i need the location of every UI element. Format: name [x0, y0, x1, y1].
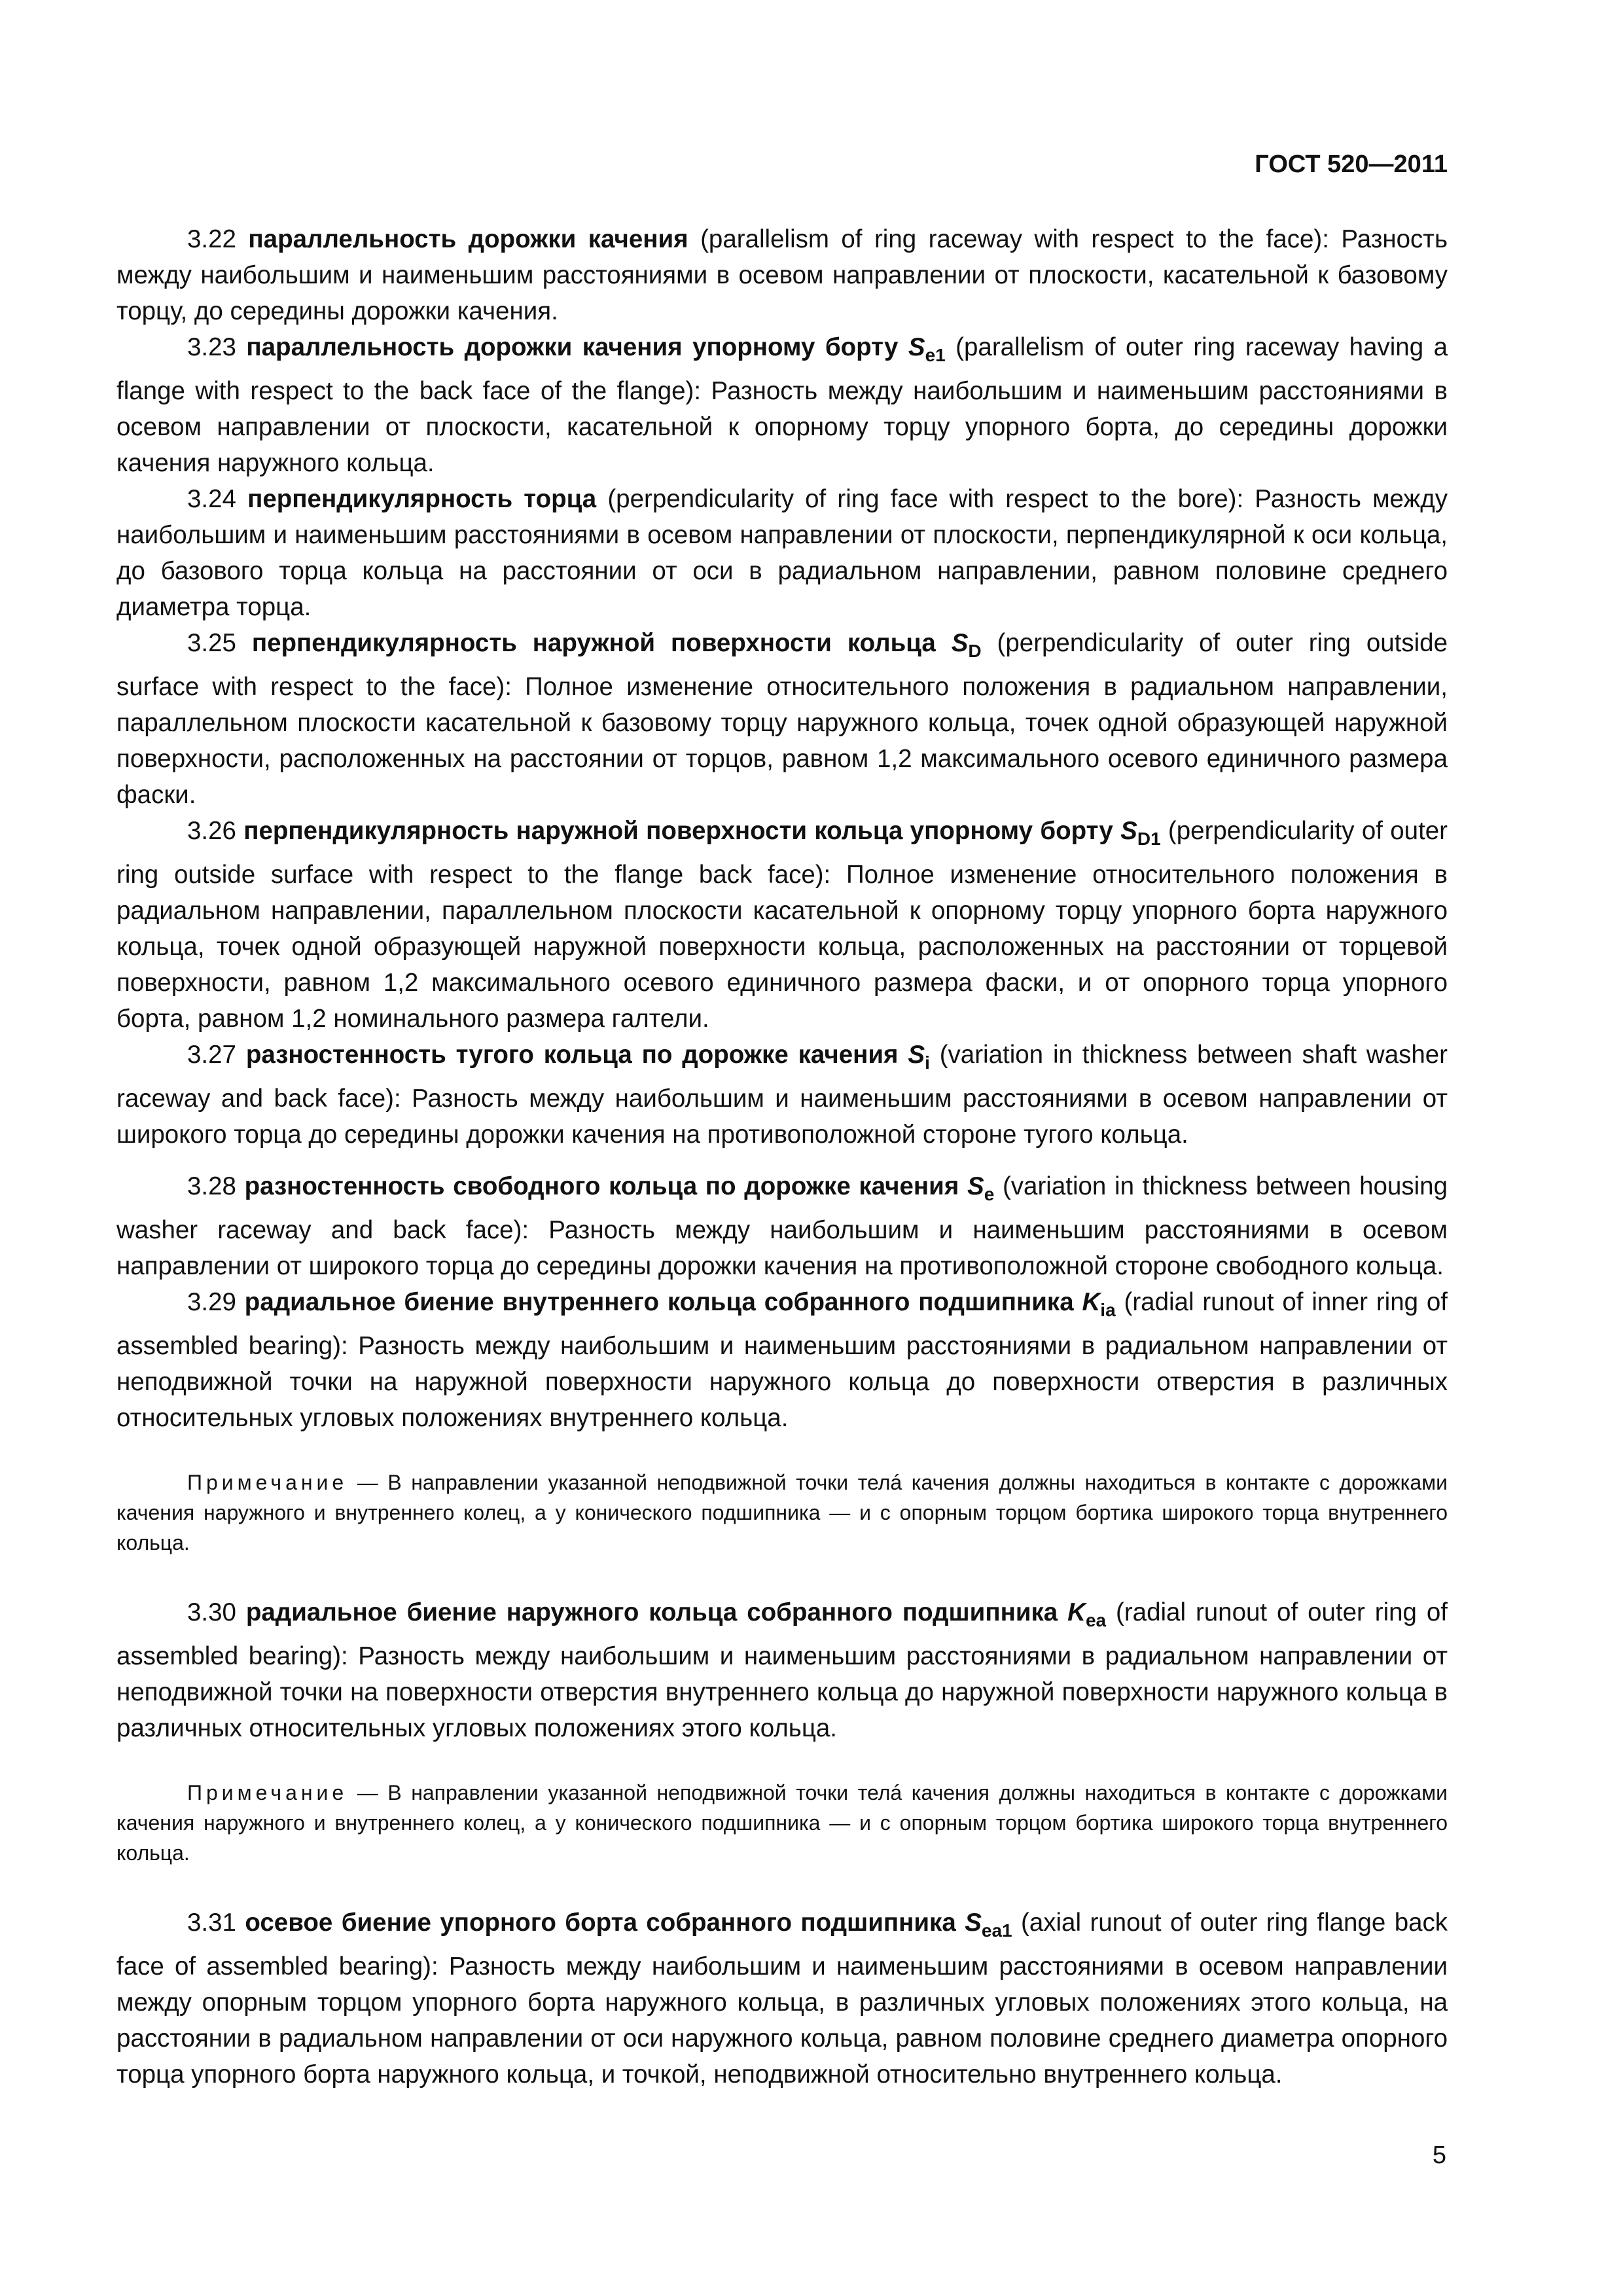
clause-3-27 [116, 1037, 1448, 1153]
note-label: Примечание [187, 1781, 348, 1804]
clause-3-24 [116, 481, 1448, 625]
clause-term: перпендикулярность наружной поверхности кольца упорному борту [243, 817, 1113, 845]
clause-3-25 [116, 625, 1448, 813]
clause-number: 3.27 [187, 1041, 236, 1069]
clause-3-31 [116, 1905, 1448, 2092]
clause-term: радиальное биение наружного кольца собранного подшипника [245, 1598, 1058, 1626]
note-text: — В направлении указанной неподвижной точки телá качения должны находиться в контакте с дорожками качения наружного и внутреннего колец, а у конического подшипника — и с опорным торцом бортика широкого торца внутреннего кольца. [116, 1781, 1448, 1865]
clause-symbol: $S_i$ [908, 1041, 930, 1073]
clause-text: (variation in thickness between housing washer raceway and back face): Разность между наибольшим и наименьшим расстояниями в осевом направлении от широкого торца до середины дорожки качения на противоположной стороне свободного кольца. [116, 1172, 1448, 1280]
clause-3-23 [116, 329, 1448, 481]
clause-3-28 [116, 1168, 1448, 1284]
clause-number: 3.28 [187, 1172, 236, 1200]
clause-text: (perpendicularity of ring face with respect to the bore): Разность между наибольшим и наименьшим расстояниями в осевом направлении от плоскости, перпендикулярной к оси кольца, до базового торца кольца на расстоянии от оси в радиальном направлении, равном половине среднего диаметра торца. [116, 485, 1448, 621]
clause-number: 3.26 [187, 817, 236, 845]
clause-3-22 [116, 221, 1448, 329]
clause-text: (variation in thickness between shaft washer raceway and back face): Разность между наибольшим и наименьшим расстояниями в осевом направлении от широкого торца до середины дорожки качения на противоположной стороне тугого кольца. [116, 1041, 1448, 1149]
page-number: 5 [1432, 2142, 1446, 2169]
clause-symbol: $S_D$ [951, 629, 982, 661]
clause-number: 3.23 [187, 333, 236, 361]
clause-symbol: $S_{ea1}$ [965, 1909, 1012, 1941]
note-3-29 [116, 1467, 1448, 1558]
clause-number: 3.22 [187, 225, 236, 253]
clause-text: (parallelism of ring raceway with respect to the face): Разность между наибольшим и наименьшим расстояниями в осевом направлении от плоскости, касательной к базовому торцу, до середины дорожки качения. [116, 225, 1448, 325]
clause-text: (axial runout of outer ring flange back face of assembled bearing): Разность между наибольшим и наименьшим расстояниями в осевом направлении между опорным торцом упорного борта наружного кольца, в различных угловых положениях этого кольца, на расстоянии в радиальном направлении от оси наружного кольца, равном половине среднего диаметра опорного торца упорного борта наружного кольца, и точкой, неподвижной относительно внутреннего кольца. [116, 1909, 1448, 2089]
clause-number: 3.25 [187, 629, 236, 657]
clause-number: 3.31 [187, 1909, 236, 1937]
clause-text: (radial runout of inner ring of assembled bearing): Разность между наибольшим и наименьшим расстояниями в радиальном направлении от неподвижной точки на наружной поверхности наружного кольца до поверхности отверстия в различных относительных угловых положениях внутреннего кольца. [116, 1288, 1448, 1432]
note-3-30 [116, 1778, 1448, 1868]
clause-symbol: $K_{ea}$ [1067, 1598, 1107, 1630]
clause-3-26 [116, 813, 1448, 1037]
clause-term: параллельность дорожки качения [248, 225, 688, 253]
clause-number: 3.29 [187, 1288, 236, 1316]
clause-term: разностенность тугого кольца по дорожке качения [245, 1041, 899, 1069]
clause-number: 3.30 [187, 1598, 236, 1626]
clause-symbol: $K_{ia}$ [1082, 1288, 1116, 1320]
clause-term: радиальное биение внутреннего кольца собранного подшипника [244, 1288, 1074, 1316]
clause-text: (perpendicularity of outer ring outside surface with respect to the face): Полное изменение относительного положения в радиальном направлении, параллельном плоскости касательной к базовому торцу наружного кольца, точек одной образующей наружной поверхности, расположенных на расстоянии от торцов, равном 1,2 максимального осевого единичного размера фаски. [116, 629, 1448, 809]
clause-text: (radial runout of outer ring of assembled bearing): Разность между наибольшим и наименьшим расстояниями в радиальном направлении от неподвижной точки на поверхности отверстия внутреннего кольца до наружной поверхности наружного кольца в различных относительных угловых положениях этого кольца. [116, 1598, 1448, 1742]
standard-header: ГОСТ 520—2011 [1255, 151, 1448, 178]
clause-term: разностенность свободного кольца по дорожке качения [244, 1172, 959, 1200]
clause-symbol: $S_e$ [967, 1172, 995, 1204]
document-body [116, 221, 1448, 2092]
clause-text: (parallelism of outer ring raceway having a flange with respect to the back face of the flange): Разность между наибольшим и наименьшим расстояниями в осевом направлении от плоскости, касательной к опорному торцу упорного борта, до середины дорожки качения наружного кольца. [116, 333, 1448, 477]
clause-term: осевое биение упорного борта собранного подшипника [245, 1909, 956, 1937]
clause-symbol: $S_{D1}$ [1120, 817, 1161, 849]
clause-3-30 [116, 1594, 1448, 1746]
clause-number: 3.24 [187, 485, 236, 513]
note-text: — В направлении указанной неподвижной точки телá качения должны находиться в контакте с дорожками качения наружного и внутреннего колец, а у конического подшипника — и с опорным торцом бортика широкого торца внутреннего кольца. [116, 1471, 1448, 1554]
clause-term: перпендикулярность наружной поверхности кольца [251, 629, 936, 657]
clause-3-29 [116, 1284, 1448, 1436]
clause-term: перпендикулярность торца [247, 485, 597, 513]
clause-text: (perpendicularity of outer ring outside surface with respect to the flange back face): Полное изменение относительного положения в радиальном направлении, параллельном плоскости касательной к опорному торцу упорного борта наружного кольца, точек одной образующей наружной поверхности кольца, расположенных на расстоянии от торцевой поверхности, равном 1,2 максимального осевого единичного размера фаски, и от опорного торца упорного борта, равном 1,2 номинального размера галтели. [116, 817, 1448, 1033]
note-label: Примечание [187, 1471, 348, 1494]
clause-term: параллельность дорожки качения упорному борту [246, 333, 899, 361]
clause-symbol: $S_{e1}$ [908, 333, 946, 365]
